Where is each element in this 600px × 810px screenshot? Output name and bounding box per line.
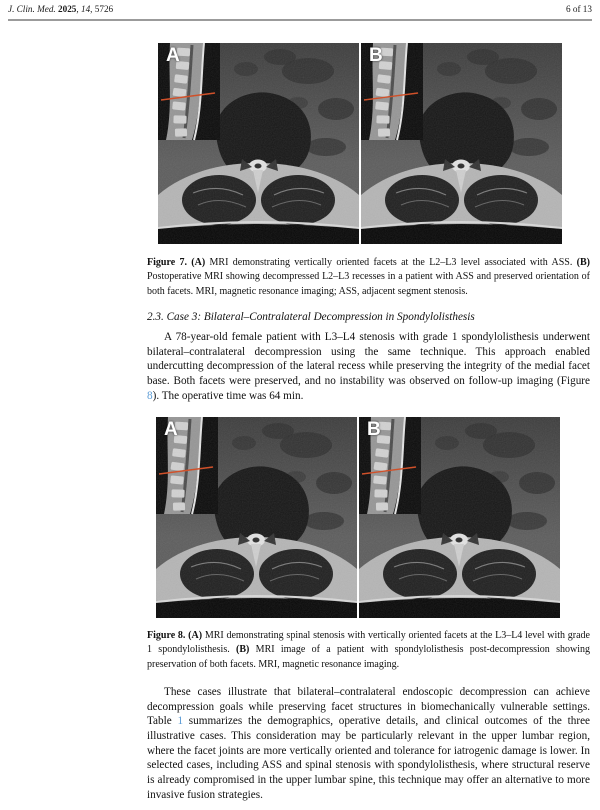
figure-8-caption-label: Figure 8. [147,630,186,641]
journal-volume: 14 [80,4,91,14]
mri-scan-image [359,417,560,618]
table-1-link[interactable]: 1 [177,715,184,728]
figure-8-panel-b [359,417,560,618]
figure-7-panel-b [361,43,562,244]
citation-separator: , [76,4,81,14]
figure-8-link[interactable]: 8 [147,389,153,402]
case3-paragraph [147,330,590,403]
figure-8-caption-b-text: MRI image of a patient with spondylolisthesis post-decompression showing preservation of both facets. MRI, magnetic resonance imaging. [147,644,590,670]
discussion-paragraph [147,685,590,802]
figure-8-panel-a [156,417,357,618]
header-rule [8,19,592,21]
panel-label-a: A [164,419,178,440]
figure-8-caption-b-marker: (B) [229,644,256,656]
discussion-text-before: These cases illustrate that bilateral–contralateral endoscopic decompression can achieve decompression goals while preserving facet structures in biomechanically vulnerable settings. Table [147,686,590,728]
figure-8-caption-a-marker: (A) [185,630,205,641]
figure-7-caption-b-marker: (B) [572,257,590,268]
mri-scan-image [158,43,359,244]
figure-8-caption [147,629,590,672]
section-heading: 2.3. Case 3: Bilateral–Contralateral Decompression in Spondylolisthesis [147,311,475,323]
journal-year: 2025 [58,4,77,14]
running-head [8,4,592,14]
panel-label-b: B [367,419,381,440]
figure-7-caption-a-text: MRI demonstrating vertically oriented facets at the L2–L3 level associated with ASS. [209,257,573,268]
figure-7-caption-b-text: Postoperative MRI showing decompressed L2–L3 recesses in a patient with ASS and preserved orientation of both facets. MRI, magnetic resonance imaging; ASS, adjacent segment stenosis. [147,271,590,297]
figure-7-caption-label: Figure 7. [147,257,187,268]
mri-scan-image [361,43,562,244]
panel-label-b: B [369,45,383,66]
journal-article-number: , 5726 [90,4,114,14]
figure-7-images [158,43,562,244]
case3-text-before: A 78-year-old female patient with L3–L4 stenosis with grade 1 spondylolisthesis underwent bilateral–contralateral decompression using the same technique. This approach enabled undercutting decompression of the lateral recess while preserving the integrity of the medial facet base. Both facets were preserved, and no instability was observed on follow-up imaging (Figure [147,331,590,387]
journal-name: J. Clin. Med. [8,4,59,14]
figure-8-images [156,417,560,618]
figure-8-caption-a-text: MRI demonstrating spinal stenosis with vertically oriented facets at the L3–L4 level with grade 1 spondylolisthesis. [147,630,590,656]
figure-7-caption [147,256,590,299]
page-number: 6 of 13 [565,4,592,14]
journal-citation [8,4,113,14]
panel-label-a: A [166,45,180,66]
discussion-text-after: summarizes the demographics, operative details, and clinical outcomes of the three illustrative cases. This consideration may be particularly relevant in the upper lumbar region, where the facet joints are more vertically oriented and tolerance for iatrogenic damage is lower. In selected cases, including ASS and spinal stenosis with spondylolisthesis, where structural reserve is already compromised in the upper lumbar spine, this technique may offer an alternative to more invasive fusion strategies. [147,715,590,801]
figure-7-caption-a-marker: (A) [186,257,210,268]
figure-7-panel-a [158,43,359,244]
mri-scan-image [156,417,357,618]
case3-text-after: ). The operative time was 64 min. [152,389,304,402]
